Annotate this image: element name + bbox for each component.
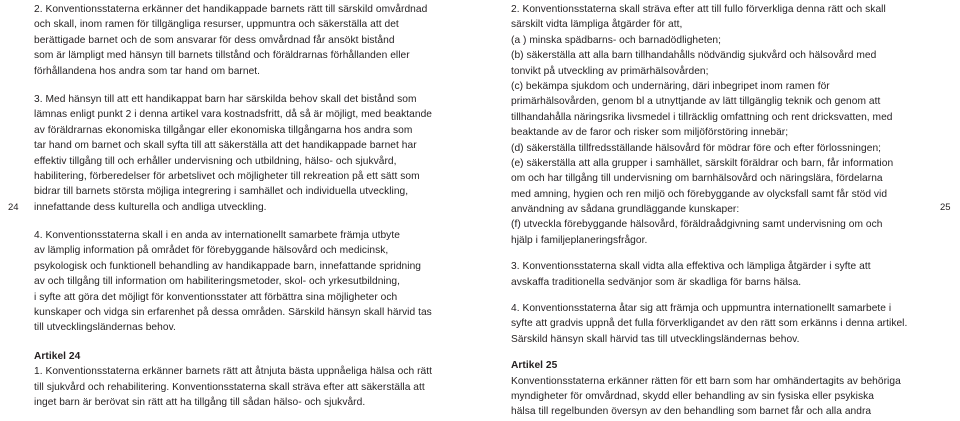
text-line: Särskild hänsyn skall härvid tas till utvecklingsländernas behov. (511, 333, 800, 345)
right-page-column (511, 0, 931, 420)
text-line: psykologisk och funktionell behandling av handikappade barn, innefattande spridning (34, 260, 422, 272)
text-line: Konventionsstaterna erkänner rätten för ett barn som har omhändertagits av behöriga (511, 375, 901, 387)
page-number-right: 25 (940, 202, 951, 213)
text-line: användning av sådana grundläggande kunskaper: (511, 204, 740, 216)
article-25-paragraph-1 (511, 374, 931, 420)
right-paragraph-3 (511, 259, 931, 290)
text-line: (f) utveckla förebyggande hälsovård, föräldraådgivning samt undervisning om och (511, 219, 883, 231)
text-line: primärhälsovården, genom bl a utnyttjande av lätt tillgänglig teknik och genom att (511, 96, 881, 108)
text-line: tillhandahålla näringsrika livsmedel i tillräcklig omfattning och rent dricksvatten, med (511, 111, 893, 123)
text-line: om och har tillgång till undervisning om barnhälsovård och näringslära, fördelarna (511, 173, 883, 185)
text-line: bidrar till barnets största möjliga integrering i samhället och individuella utveckling, (34, 186, 409, 198)
text-line: avskaffa traditionella sedvänjor som är skadliga för barns hälsa. (511, 276, 802, 288)
right-paragraph-4 (511, 301, 931, 347)
text-line: 4. Konventionsstaterna åtar sig att främja och uppmuntra internationellt samarbete i (511, 303, 892, 315)
left-paragraph-4 (34, 228, 452, 336)
text-line: och skall, inom ramen för tillgängliga resurser, uppmuntra och säkerställa att det (34, 19, 399, 31)
text-line: habilitering, förberedelser för arbetslivet och möjligheter till rekreation på ett sätt som (34, 170, 420, 182)
text-line: till utvecklingsländernas behov. (34, 322, 176, 334)
left-paragraph-3 (34, 92, 452, 215)
text-line: av och tillgång till information om habiliteringsmetoder, skol- och yrkesutbildning, (34, 276, 401, 288)
text-line: 2. Konventionsstaterna erkänner det handikappade barnets rätt till särskild omvårdnad (34, 4, 428, 15)
text-line: myndigheter för omvårdnad, skydd eller behandling av sin fysiska eller psykiska (511, 390, 874, 402)
article-25-heading: Artikel 25 (511, 360, 558, 372)
text-line: förhållandena hos andra som tar hand om barnet. (34, 65, 261, 77)
text-line: kunskaper och vidga sin erfarenhet på dessa områden. Särskild hänsyn skall härvid tas (34, 307, 432, 319)
text-line: hälsa till regelbunden översyn av den behandling som barnet får och alla andra (511, 406, 872, 418)
right-paragraph-2 (511, 2, 931, 248)
text-line: av lämplig information på området för förebyggande hälsovård och medicinsk, (34, 245, 389, 257)
text-line: (b) säkerställa att alla barn tillhandahålls nödvändig sjukvård och hälsovård med (511, 50, 877, 62)
text-line: till sjukvård och rehabilitering. Konventionsstaterna skall sträva efter att säkerställa att (34, 381, 425, 393)
text-line: särskilt vidta lämpliga åtgärder för att, (511, 19, 683, 31)
text-line: 3. Konventionsstaterna skall vidta alla effektiva och lämpliga åtgärder i syfte att (511, 261, 871, 273)
text-line: 1. Konventionsstaterna erkänner barnets rätt att åtnjuta bästa uppnåeliga hälsa och rätt (34, 366, 433, 378)
text-line: med amning, hygien och ren miljö och förebyggande av olycksfall samt får stöd vid (511, 188, 888, 200)
text-line: (e) säkerställa att alla grupper i samhället, särskilt föräldrar och barn, får information (511, 157, 894, 169)
text-line: (c) bekämpa sjukdom och undernäring, däri inbegripet inom ramen för (511, 80, 830, 92)
page-number-left: 24 (8, 202, 19, 213)
text-line: (d) säkerställa tillfredsställande hälsovård för mödrar före och efter förlossningen; (511, 142, 882, 154)
text-line: tonvikt på utveckling av primärhälsovården; (511, 65, 709, 77)
text-line: 2. Konventionsstaterna skall sträva efter att till fullo förverkliga denna rätt och skall (511, 4, 886, 15)
left-paragraph-2 (34, 2, 452, 79)
text-line: berättigade barnet och de som ansvarar för dess omvårdnad får ansökt bistånd (34, 34, 395, 46)
text-line: av föräldrarnas ekonomiska tillgångar eller ekonomiska tillgångarna hos andra som (34, 124, 413, 136)
text-line: syfte att gradvis uppnå det fulla förverkligandet av den rätt som erkänns i denna artikel. (511, 318, 908, 330)
text-line: effektiv tillgång till och erhåller undervisning och utbildning, hälso- och sjukvård, (34, 155, 397, 167)
text-line: 3. Med hänsyn till att ett handikappat barn har särskilda behov skall det bistånd som (34, 93, 417, 105)
text-line: (a ) minska spädbarns- och barnadödligheten; (511, 34, 722, 46)
article-24-paragraph-1 (34, 364, 452, 410)
text-line: som är lämpligt med hänsyn till barnets tillstånd och föräldrarnas förhållanden eller (34, 50, 410, 62)
article-24-heading: Artikel 24 (34, 350, 81, 362)
left-page-column (34, 0, 452, 410)
text-line: innefattande dess kulturella och andliga utveckling. (34, 201, 267, 213)
text-line: hjälp i familjeplaneringsfrågor. (511, 234, 648, 246)
text-line: inget barn är berövat sin rätt att ha tillgång till sådan hälso- och sjukvård. (34, 396, 366, 408)
text-line: tar hand om barnet och skall syfta till att säkerställa att det handikappade barnet har (34, 140, 417, 152)
text-line: i syfte att göra det möjligt för konventionsstater att förbättra sina möjligheter och (34, 291, 398, 303)
text-line: lämnas enligt punkt 2 i denna artikel vara kostnadsfritt, då så är möjligt, med beaktande (34, 109, 433, 121)
text-line: beaktande av de faror och risker som miljöförstöring innebär; (511, 127, 789, 139)
text-line: 4. Konventionsstaterna skall i en anda av internationellt samarbete främja utbyte (34, 230, 400, 242)
